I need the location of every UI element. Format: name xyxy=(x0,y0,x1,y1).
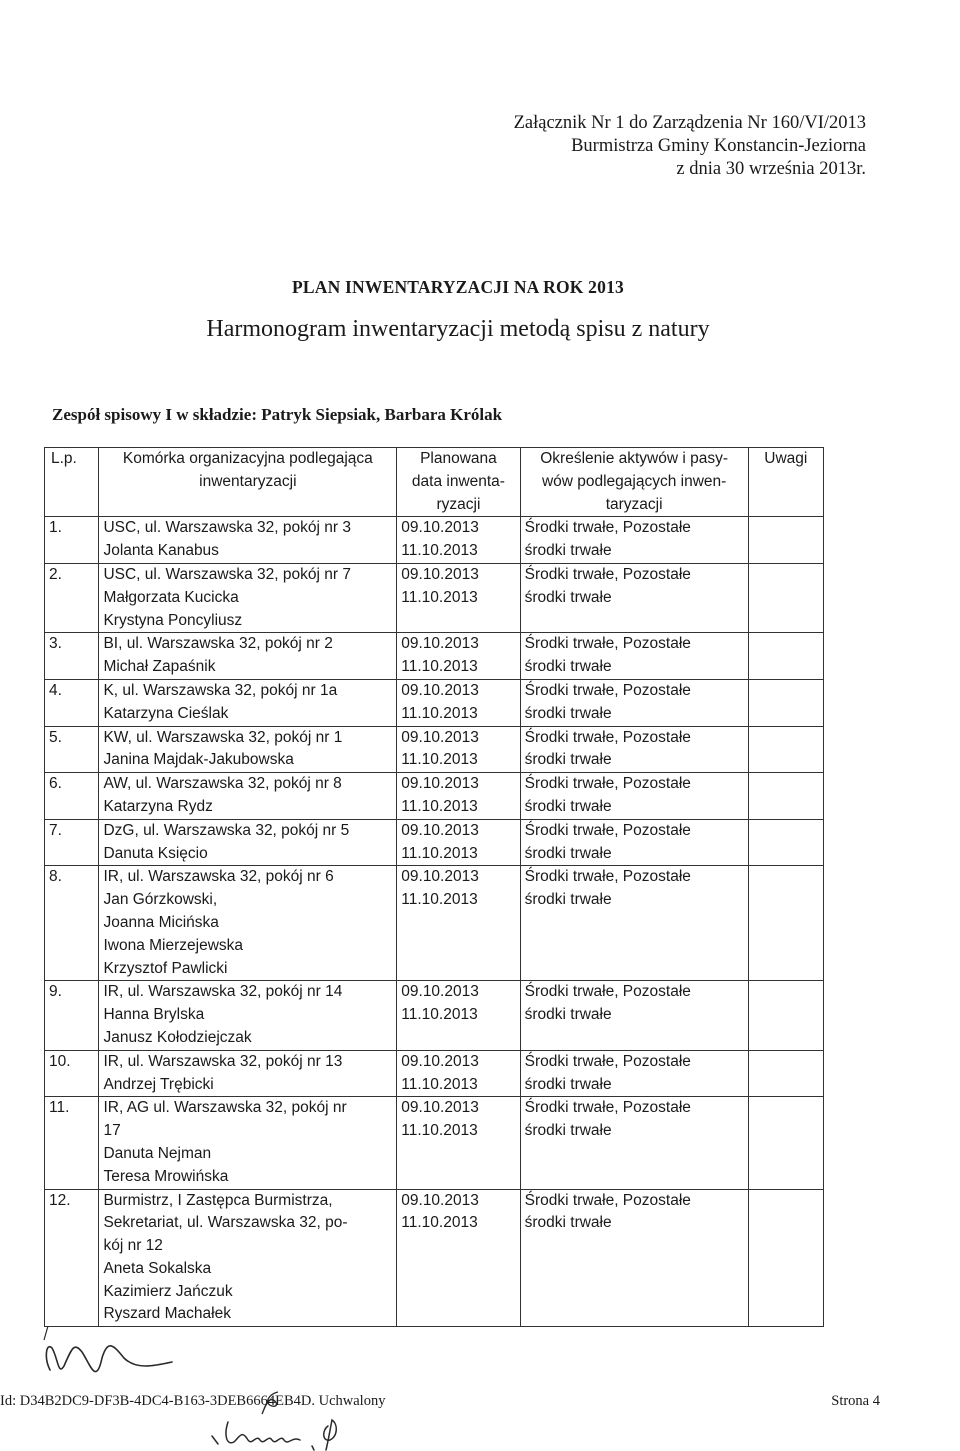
notes-cell xyxy=(748,726,823,773)
org-unit-line: KW, ul. Warszawska 32, pokój nr 1 xyxy=(103,728,343,746)
planned-date-cell xyxy=(397,1097,520,1189)
org-unit-line: IR, ul. Warszawska 32, pokój nr 14 xyxy=(103,983,343,1001)
asset-type-cell xyxy=(520,517,748,564)
asset-type-line: Środki trwałe, Pozostałe xyxy=(524,519,691,537)
asset-type-line: Środki trwałe, Pozostałe xyxy=(524,681,691,699)
org-unit-line: Janusz Kołodziejczak xyxy=(103,1028,252,1046)
asset-type-line: Środki trwałe, Pozostałe xyxy=(524,775,691,793)
org-unit-line: Andrzej Trębicki xyxy=(103,1075,214,1093)
planned-date: 09.10.2013 xyxy=(401,728,479,746)
asset-type-line: środki trwałe xyxy=(524,844,612,862)
planned-date: 09.10.2013 xyxy=(401,983,479,1001)
org-unit-line: AW, ul. Warszawska 32, pokój nr 8 xyxy=(103,775,342,793)
org-unit-line: Kazimierz Jańczuk xyxy=(103,1282,233,1300)
asset-type-cell xyxy=(520,1050,748,1097)
table-row xyxy=(45,1189,824,1327)
org-unit-line: Jolanta Kanabus xyxy=(103,542,219,560)
asset-type-cell xyxy=(520,633,748,680)
asset-type-cell xyxy=(520,726,748,773)
row-number: 9. xyxy=(45,981,99,1050)
planned-date: 09.10.2013 xyxy=(401,868,479,886)
row-number: 12. xyxy=(45,1189,99,1327)
notes-cell xyxy=(748,563,823,632)
org-unit-line: Sekretariat, ul. Warszawska 32, po- xyxy=(103,1214,348,1232)
planned-date: 09.10.2013 xyxy=(401,1099,479,1117)
row-number: 6. xyxy=(45,773,99,820)
org-unit-line: IR, ul. Warszawska 32, pokój nr 6 xyxy=(103,868,334,886)
header-line-2: Burmistrza Gminy Konstancin-Jeziorna xyxy=(571,136,866,156)
asset-type-line: Środki trwałe, Pozostałe xyxy=(524,1052,691,1070)
org-unit-line: Michał Zapaśnik xyxy=(103,658,216,676)
planned-date: 11.10.2013 xyxy=(401,704,478,722)
org-unit-cell xyxy=(99,866,397,981)
org-unit-line: BI, ul. Warszawska 32, pokój nr 2 xyxy=(103,635,333,653)
planned-date: 11.10.2013 xyxy=(401,588,478,606)
planned-date: 11.10.2013 xyxy=(401,891,478,909)
row-number: 2. xyxy=(45,563,99,632)
asset-type-line: środki trwałe xyxy=(524,891,612,909)
org-unit-line: Jan Górzkowski, xyxy=(103,891,218,909)
asset-type-line: Środki trwałe, Pozostałe xyxy=(524,728,691,746)
planned-date: 11.10.2013 xyxy=(401,797,478,815)
table-row xyxy=(45,981,824,1050)
org-unit-line: Danuta Księcio xyxy=(103,844,208,862)
org-unit-line: Danuta Nejman xyxy=(103,1144,212,1162)
org-unit-line: Katarzyna Cieślak xyxy=(103,704,229,722)
header-type xyxy=(520,448,748,517)
org-unit-cell xyxy=(99,1189,397,1327)
planned-date-cell xyxy=(397,726,520,773)
asset-type-line: środki trwałe xyxy=(524,797,612,815)
row-number: 10. xyxy=(45,1050,99,1097)
planned-date: 09.10.2013 xyxy=(401,681,479,699)
planned-date: 11.10.2013 xyxy=(401,751,478,769)
planned-date-cell xyxy=(397,981,520,1050)
notes-cell xyxy=(748,517,823,564)
asset-type-line: Środki trwałe, Pozostałe xyxy=(524,565,691,583)
row-number: 1. xyxy=(45,517,99,564)
table-row xyxy=(45,726,824,773)
header-type-line: Określenie aktywów i pasy- xyxy=(540,450,729,467)
org-unit-line: Krystyna Poncyliusz xyxy=(103,611,243,629)
org-unit-line: Aneta Sokalska xyxy=(103,1259,212,1277)
org-unit-line: K, ul. Warszawska 32, pokój nr 1a xyxy=(103,681,338,699)
planned-date-cell xyxy=(397,1050,520,1097)
team-composition: Zespół spisowy I w składzie: Patryk Siepsiak, Barbara Królak xyxy=(52,405,503,424)
org-unit-cell xyxy=(99,981,397,1050)
org-unit-cell xyxy=(99,633,397,680)
notes-cell xyxy=(748,866,823,981)
planned-date: 09.10.2013 xyxy=(401,565,479,583)
org-unit-line: IR, AG ul. Warszawska 32, pokój nr xyxy=(103,1099,347,1117)
header-lp: L.p. xyxy=(45,448,99,517)
header-unit-line: inwentaryzacji xyxy=(199,472,297,490)
initials-scribble xyxy=(210,1416,360,1451)
header-notes: Uwagi xyxy=(748,448,823,517)
planned-date: 11.10.2013 xyxy=(401,542,478,560)
asset-type-line: Środki trwałe, Pozostałe xyxy=(524,983,691,1001)
planned-date-cell xyxy=(397,819,520,866)
asset-type-line: środki trwałe xyxy=(524,588,612,606)
planned-date: 09.10.2013 xyxy=(401,1052,479,1070)
page-number: Strona 4 xyxy=(831,1393,880,1409)
table-row xyxy=(45,819,824,866)
table-row xyxy=(45,1097,824,1189)
planned-date-cell xyxy=(397,1189,520,1327)
asset-type-line: Środki trwałe, Pozostałe xyxy=(524,821,691,839)
row-number: 8. xyxy=(45,866,99,981)
planned-date-cell xyxy=(397,563,520,632)
org-unit-cell xyxy=(99,773,397,820)
asset-type-line: środki trwałe xyxy=(524,1122,612,1140)
planned-date-cell xyxy=(397,773,520,820)
asset-type-line: Środki trwałe, Pozostałe xyxy=(524,1191,691,1209)
planned-date: 11.10.2013 xyxy=(401,1122,478,1140)
header-date-line: data inwenta- xyxy=(411,472,505,490)
org-unit-line: Janina Majdak-Jakubowska xyxy=(103,751,294,769)
org-unit-line: Joanna Micińska xyxy=(103,913,219,931)
header-type-line: taryzacji xyxy=(605,495,663,513)
asset-type-line: środki trwałe xyxy=(524,542,612,560)
header-line-1: Załącznik Nr 1 do Zarządzenia Nr 160/VI/2013 xyxy=(513,113,866,133)
asset-type-cell xyxy=(520,819,748,866)
org-unit-line: Ryszard Machałek xyxy=(103,1305,231,1323)
header-unit-line: Komórka organizacyjna podlegająca xyxy=(122,450,373,467)
planned-date: 11.10.2013 xyxy=(401,1006,478,1024)
asset-type-line: środki trwałe xyxy=(524,658,612,676)
inventory-schedule-table xyxy=(44,447,824,1327)
org-unit-line: 17 xyxy=(103,1122,121,1140)
asset-type-line: środki trwałe xyxy=(524,1214,612,1232)
header-date xyxy=(397,448,520,517)
header-unit xyxy=(99,448,397,517)
org-unit-line: Iwona Mierzejewska xyxy=(103,936,244,954)
table-row xyxy=(45,679,824,726)
planned-date: 11.10.2013 xyxy=(401,658,478,676)
plan-title: PLAN INWENTARYZACJI NA ROK 2013 xyxy=(292,277,624,297)
table-row xyxy=(45,633,824,680)
org-unit-line: Hanna Brylska xyxy=(103,1006,205,1024)
attachment-header xyxy=(514,112,866,181)
notes-cell xyxy=(748,679,823,726)
org-unit-cell xyxy=(99,1050,397,1097)
table-row xyxy=(45,866,824,981)
asset-type-line: Środki trwałe, Pozostałe xyxy=(524,1099,691,1117)
schedule-subtitle: Harmonogram inwentaryzacji metodą spisu z natury xyxy=(206,316,710,342)
header-date-line: ryzacji xyxy=(436,495,481,513)
org-unit-cell xyxy=(99,726,397,773)
asset-type-line: środki trwałe xyxy=(524,1006,612,1024)
table-row xyxy=(45,1050,824,1097)
planned-date: 09.10.2013 xyxy=(401,1191,479,1209)
planned-date: 11.10.2013 xyxy=(401,1214,478,1232)
planned-date: 09.10.2013 xyxy=(401,519,479,537)
table-row xyxy=(45,773,824,820)
planned-date: 09.10.2013 xyxy=(401,821,479,839)
planned-date: 11.10.2013 xyxy=(401,844,478,862)
notes-cell xyxy=(748,773,823,820)
row-number: 11. xyxy=(45,1097,99,1189)
notes-cell xyxy=(748,981,823,1050)
planned-date-cell xyxy=(397,866,520,981)
org-unit-line: kój nr 12 xyxy=(103,1237,163,1255)
org-unit-cell xyxy=(99,517,397,564)
org-unit-line: Burmistrz, I Zastępca Burmistrza, xyxy=(103,1191,333,1209)
org-unit-line: IR, ul. Warszawska 32, pokój nr 13 xyxy=(103,1052,343,1070)
asset-type-line: Środki trwałe, Pozostałe xyxy=(524,868,691,886)
row-number: 7. xyxy=(45,819,99,866)
asset-type-line: środki trwałe xyxy=(524,1075,612,1093)
asset-type-line: środki trwałe xyxy=(524,704,612,722)
org-unit-cell xyxy=(99,819,397,866)
planned-date: 09.10.2013 xyxy=(401,635,479,653)
org-unit-cell xyxy=(99,563,397,632)
org-unit-cell xyxy=(99,679,397,726)
asset-type-cell xyxy=(520,679,748,726)
org-unit-line: Krzysztof Pawlicki xyxy=(103,959,228,977)
asset-type-cell xyxy=(520,773,748,820)
notes-cell xyxy=(748,1050,823,1097)
table-header-row xyxy=(45,448,824,517)
asset-type-line: środki trwałe xyxy=(524,751,612,769)
planned-date-cell xyxy=(397,679,520,726)
planned-date-cell xyxy=(397,517,520,564)
planned-date-cell xyxy=(397,633,520,680)
asset-type-cell xyxy=(520,866,748,981)
table-row xyxy=(45,517,824,564)
planned-date: 09.10.2013 xyxy=(401,775,479,793)
org-unit-line: USC, ul. Warszawska 32, pokój nr 3 xyxy=(103,519,351,537)
asset-type-line: Środki trwałe, Pozostałe xyxy=(524,635,691,653)
notes-cell xyxy=(748,633,823,680)
planned-date: 11.10.2013 xyxy=(401,1075,478,1093)
asset-type-cell xyxy=(520,1097,748,1189)
table-row xyxy=(45,563,824,632)
asset-type-cell xyxy=(520,981,748,1050)
org-unit-line: Małgorzata Kucicka xyxy=(103,588,239,606)
document-id: Id: D34B2DC9-DF3B-4DC4-B163-3DEB6664EB4D. Uchwalony xyxy=(0,1393,386,1409)
row-number: 3. xyxy=(45,633,99,680)
notes-cell xyxy=(748,1189,823,1327)
row-number: 4. xyxy=(45,679,99,726)
org-unit-line: Katarzyna Rydz xyxy=(103,797,213,815)
header-type-line: wów podlegających inwen- xyxy=(541,472,727,490)
header-date-line: Planowana xyxy=(420,450,497,467)
header-line-3: z dnia 30 września 2013r. xyxy=(676,159,866,179)
org-unit-line: USC, ul. Warszawska 32, pokój nr 7 xyxy=(103,565,351,583)
notes-cell xyxy=(748,819,823,866)
notes-cell xyxy=(748,1097,823,1189)
handwritten-signature xyxy=(38,1318,178,1386)
row-number: 5. xyxy=(45,726,99,773)
org-unit-line: DzG, ul. Warszawska 32, pokój nr 5 xyxy=(103,821,350,839)
org-unit-cell xyxy=(99,1097,397,1189)
org-unit-line: Teresa Mrowińska xyxy=(103,1167,229,1185)
asset-type-cell xyxy=(520,1189,748,1327)
asset-type-cell xyxy=(520,563,748,632)
table-body xyxy=(45,517,824,1327)
